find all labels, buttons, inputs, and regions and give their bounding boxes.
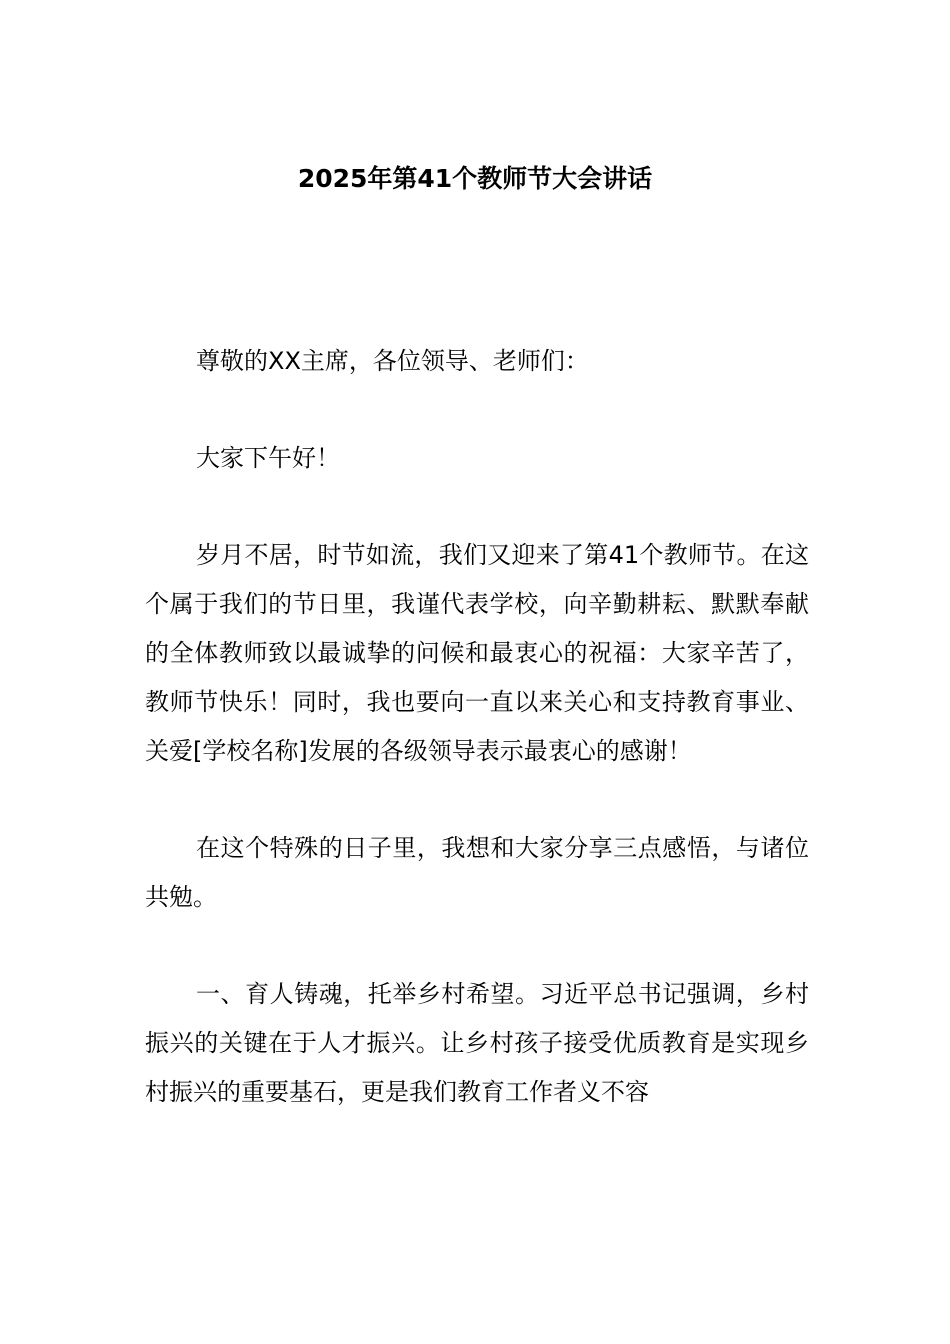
intro-paragraph: 在这个特殊的日子里，我想和大家分享三点感悟，与诸位共勉。 [145,834,809,911]
section-one-paragraph: 一、育人铸魂，托举乡村希望。习近平总书记强调，乡村振兴的关键在于人才振兴。让乡村孩子接受优质教育是实现乡村振兴的重要基石，更是我们教育工作者义不容 [145,980,809,1106]
salutation-paragraph: 尊敬的XX主席，各位领导、老师们： [196,347,589,375]
document-body [145,337,809,1165]
opening-paragraph: 岁月不居，时节如流，我们又迎来了第41个教师节。在这个属于我们的节日里，我谨代表学校，向辛勤耕耘、默默奉献的全体教师致以最诚挚的问候和最衷心的祝福：大家辛苦了，教师节快乐！同时，我也要向一直以来关心和支持教育事业、关爱[学校名称]发展的各级领导表示最衷心的感谢！ [145,541,809,765]
greeting-paragraph: 大家下午好！ [196,444,340,472]
document-title: 2025年第41个教师节大会讲话 [297,164,653,193]
